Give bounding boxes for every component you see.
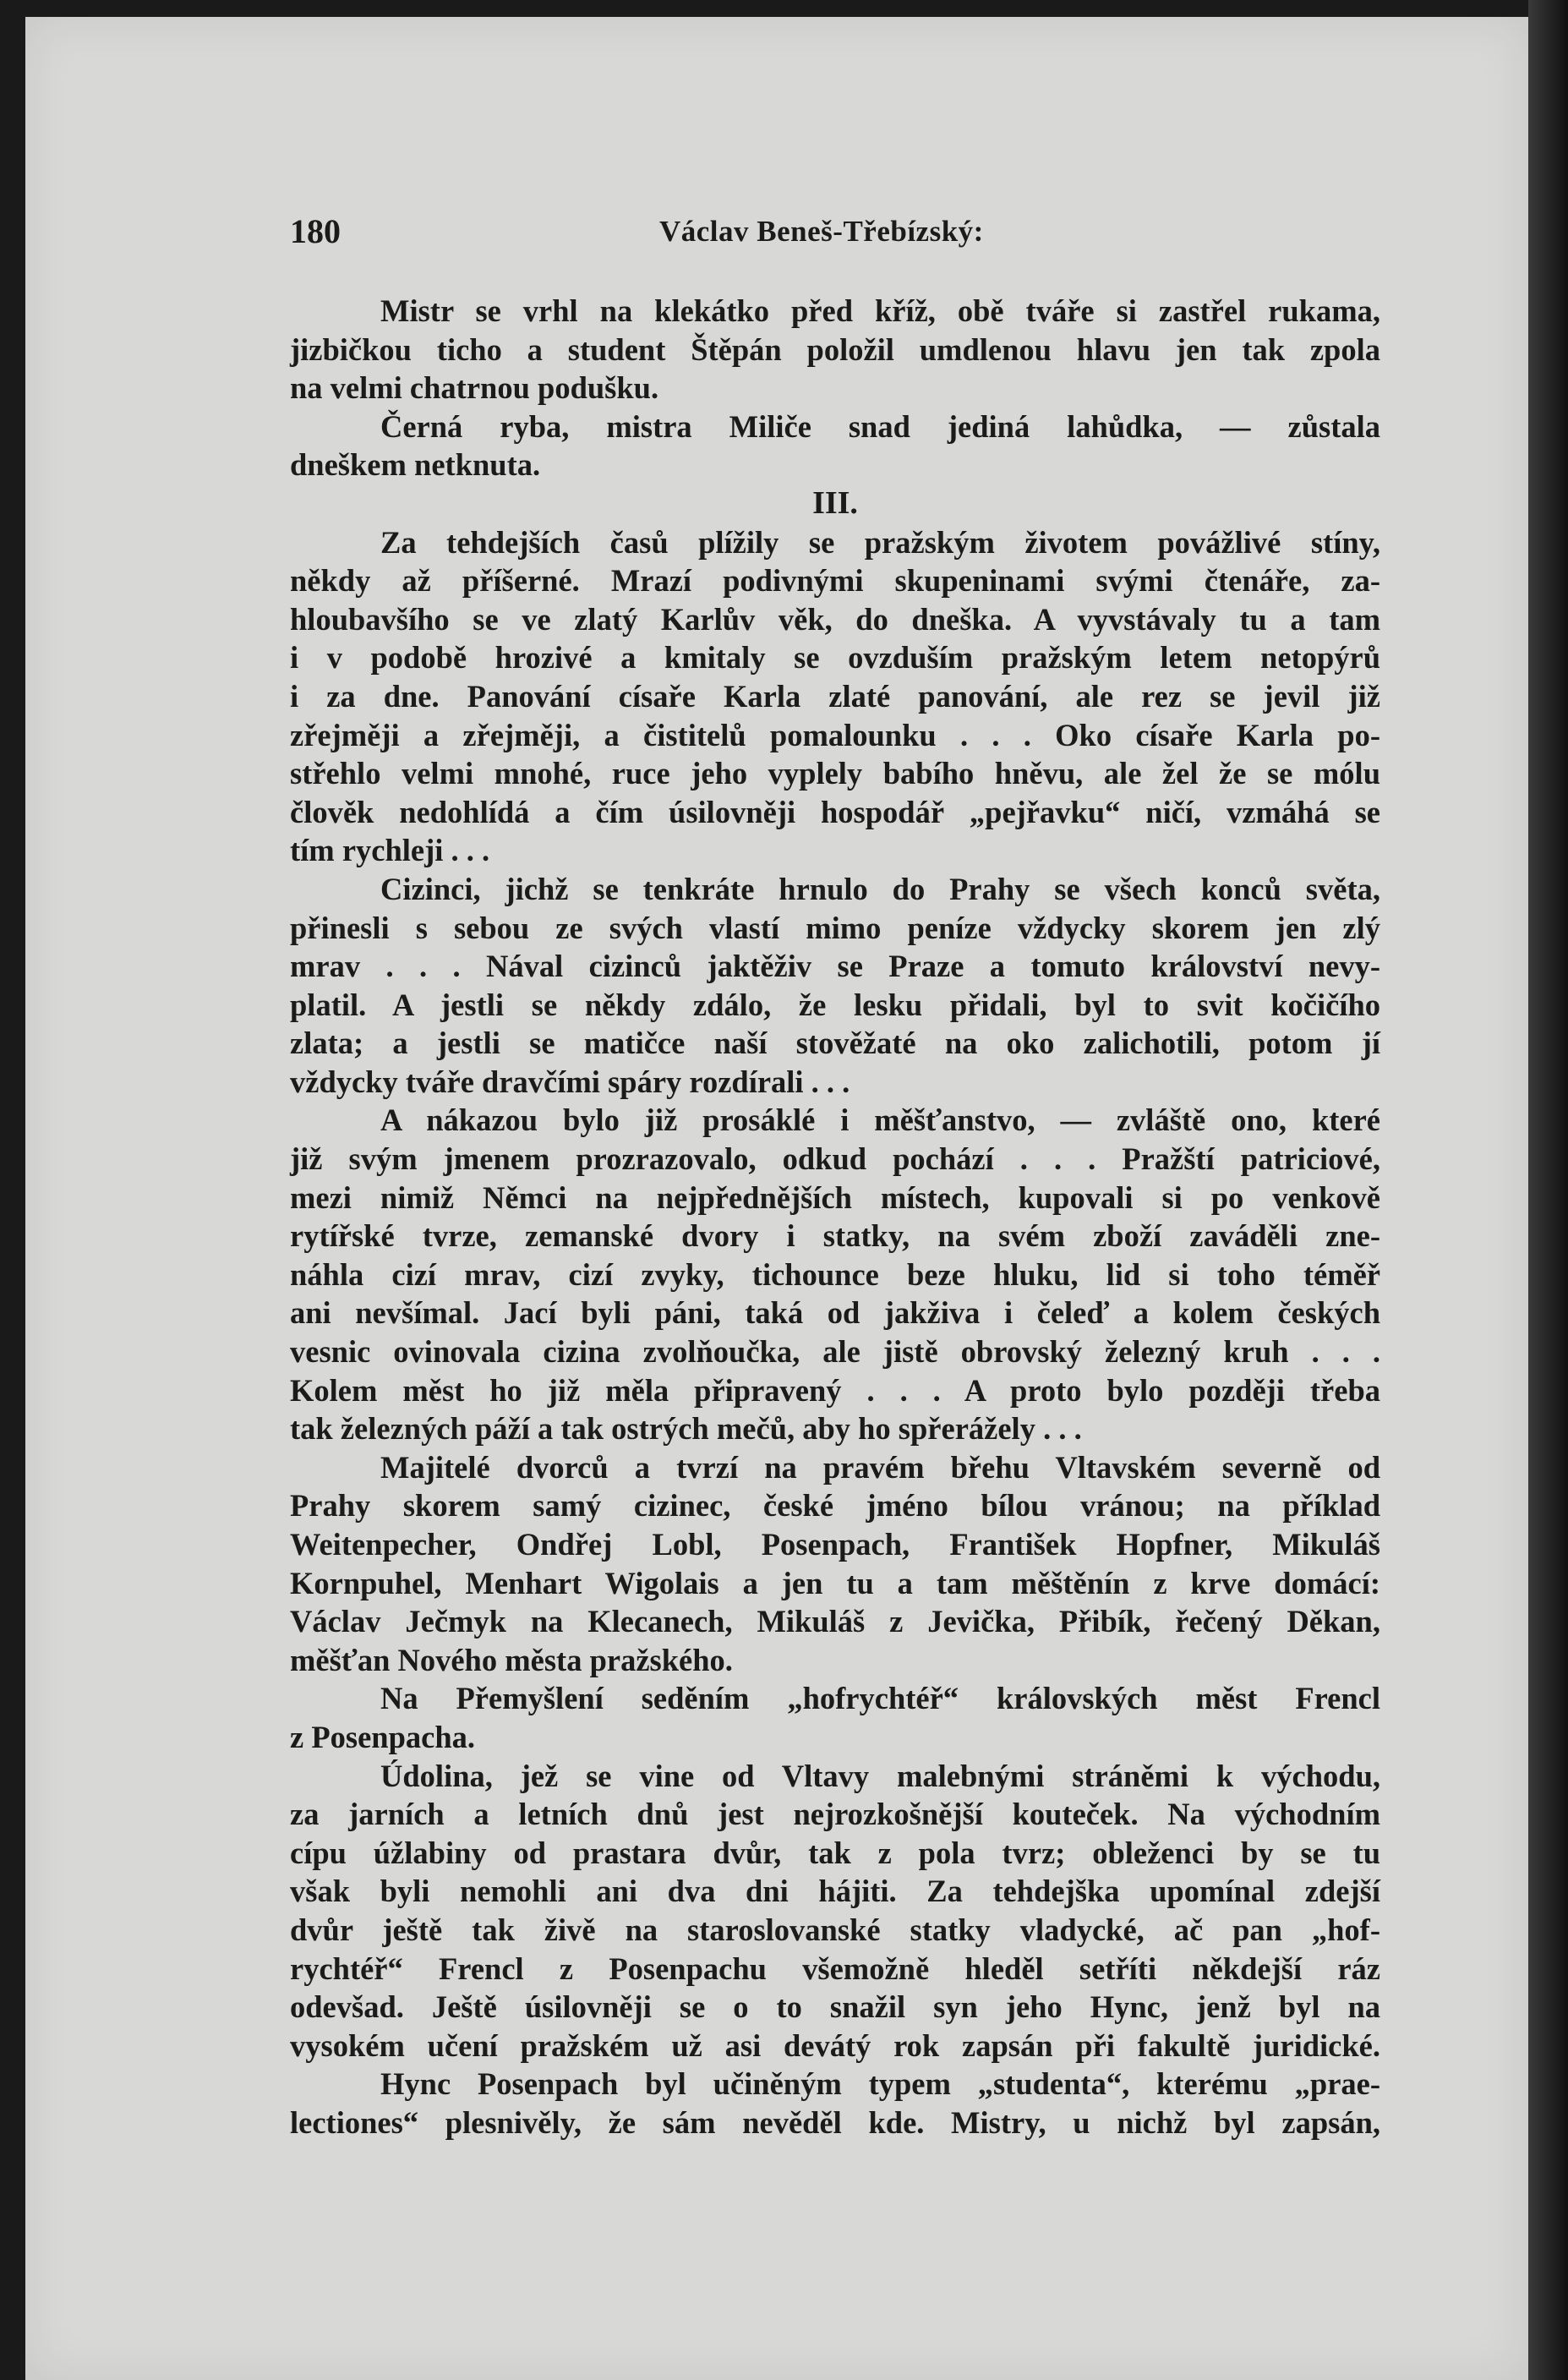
text-line: z Posenpacha. [290, 1719, 475, 1754]
text-line: vesnic ovinovala cizina zvolňoučka, ale jistě obrovský železný kruh . . . [290, 1334, 1380, 1370]
running-head [290, 211, 1380, 262]
text-line: náhla cizí mrav, cizí zvyky, tichounce beze hluku, lid si toho téměř [290, 1256, 1380, 1292]
text-line: tak železných páží a tak ostrých mečů, aby ho spřerážely . . . [290, 1411, 1082, 1447]
text-line: Na Přemyšlení seděním „hofrychtéř“ královských měst Frencl [380, 1681, 1380, 1716]
text-line: mrav . . . Nával cizinců jaktěživ se Praze a tomuto království nevy- [290, 949, 1380, 984]
text-line: Václav Ječmyk na Klecanech, Mikuláš z Jevička, Přibík, řečený Děkan, [290, 1604, 1380, 1639]
text-line: Majitelé dvorců a tvrzí na pravém břehu Vltavském severně od [380, 1449, 1380, 1485]
text-line: dneškem netknuta. [290, 447, 541, 483]
text-line: Hync Posenpach byl učiněným typem „studenta“, kterému „prae- [380, 2066, 1380, 2102]
text-line: Černá ryba, mistra Miliče snad jediná lahůdka, — zůstala [380, 408, 1380, 444]
text-line: za jarních a letních dnů jest nejrozkošnější kouteček. Na východním [290, 1797, 1380, 1832]
text-line: platil. A jestli se někdy zdálo, že lesku přidali, byl to svit kočičího [290, 987, 1380, 1022]
text-line: Weitenpecher, Ondřej Lobl, Posenpach, František Hopfner, Mikuláš [290, 1527, 1380, 1562]
text-line: rytířské tvrze, zemanské dvory i statky, na svém zboží zaváděli zne- [290, 1218, 1380, 1254]
body-text [290, 292, 1380, 2142]
book-page [25, 17, 1528, 2380]
text-line: zřejměji a zřejměji, a čistitelů pomalounku . . . Oko císaře Karla po- [290, 717, 1380, 752]
text-line: však byli nemohli ani dva dni hájiti. Za tehdejška upomínal zdejší [290, 1874, 1380, 1909]
text-line: Prahy skorem samý cizinec, české jméno bílou vránou; na příklad [290, 1488, 1380, 1524]
text-line: rychtéř“ Frencl z Posenpachu všemožně hleděl setříti někdejší ráz [290, 1951, 1380, 1986]
text-line: i v podobě hrozivé a kmitaly se ovzduším pražským letem netopýrů [290, 640, 1380, 676]
text-line: Cizinci, jichž se tenkráte hrnulo do Prahy se všech konců světa, [380, 871, 1380, 906]
text-line: člověk nedohlídá a čím úsilovněji hospodář „pejřavku“ ničí, vzmáhá se [290, 794, 1380, 829]
page-number: 180 [290, 212, 341, 250]
text-line: vždycky tváře dravčími spáry rozdírali . . . [290, 1064, 850, 1099]
text-line: střehlo velmi mnohé, ruce jeho vyplely babího hněvu, ale žel že se mólu [290, 756, 1380, 791]
text-line: Mistr se vrhl na klekátko před kříž, obě tváře si zastřel rukama, [380, 293, 1380, 328]
text-line: i za dne. Panování císaře Karla zlaté panování, ale rez se jevil již [290, 678, 1380, 714]
text-line: na velmi chatrnou podušku. [290, 370, 659, 406]
text-line: Kolem měst ho již měla připravený . . . A proto bylo později třeba [290, 1372, 1380, 1408]
text-line: Za tehdejších časů plížily se pražským životem povážlivé stíny, [380, 524, 1380, 560]
text-line: již svým jmenem prozrazovalo, odkud pochází . . . Pražští patriciové, [290, 1141, 1380, 1177]
text-line: Kornpuhel, Menhart Wigolais a jen tu a tam měštěnín z krve domácí: [290, 1565, 1380, 1600]
text-line: odevšad. Ještě úsilovněji se o to snažil syn jeho Hync, jenž byl na [290, 1989, 1380, 2025]
text-line: cípu úžlabiny od prastara dvůr, tak z pola tvrz; obleženci by se tu [290, 1835, 1380, 1870]
text-line: zlata; a jestli se matičce naší stověžaté na oko zalichotili, potom jí [290, 1026, 1380, 1061]
text-line: dvůr ještě tak živě na staroslovanské statky vladycké, ač pan „hof- [290, 1912, 1380, 1947]
text-line: přinesli s sebou ze svých vlastí mimo peníze vždycky skorem jen zlý [290, 910, 1380, 945]
text-line: někdy až příšerné. Mrazí podivnými skupeninami svými čtenáře, za- [290, 563, 1380, 599]
text-line: tím rychleji . . . [290, 833, 490, 868]
page-edge-shadow [1528, 0, 1568, 2380]
section-heading: III. [812, 484, 858, 521]
text-line: Údolina, jež se vine od Vltavy malebnými stráněmi k východu, [380, 1758, 1380, 1793]
text-line: mezi nimiž Němci na nejpřednějších místech, kupovali si po venkově [290, 1179, 1380, 1215]
text-line: hloubavšího se ve zlatý Karlův věk, do dneška. A vyvstávaly tu a tam [290, 601, 1380, 637]
text-line: jizbičkou ticho a student Štěpán položil umdlenou hlavu jen tak zpola [290, 331, 1380, 367]
text-line: lectiones“ plesnivěly, že sám nevěděl kde. Mistry, u nichž byl zapsán, [290, 2104, 1380, 2140]
text-line: měšťan Nového města pražského. [290, 1642, 733, 1677]
text-line: vysokém učení pražském už asi devátý rok zapsán při fakultě juridické. [290, 2027, 1380, 2063]
text-line: ani nevšímal. Jací byli páni, taká od jakživa i čeleď a kolem českých [290, 1295, 1380, 1331]
text-line: A nákazou bylo již prosáklé i měšťanstvo, — zvláště ono, které [380, 1102, 1380, 1138]
running-head-author: Václav Beneš-Třebízský: [659, 215, 984, 248]
